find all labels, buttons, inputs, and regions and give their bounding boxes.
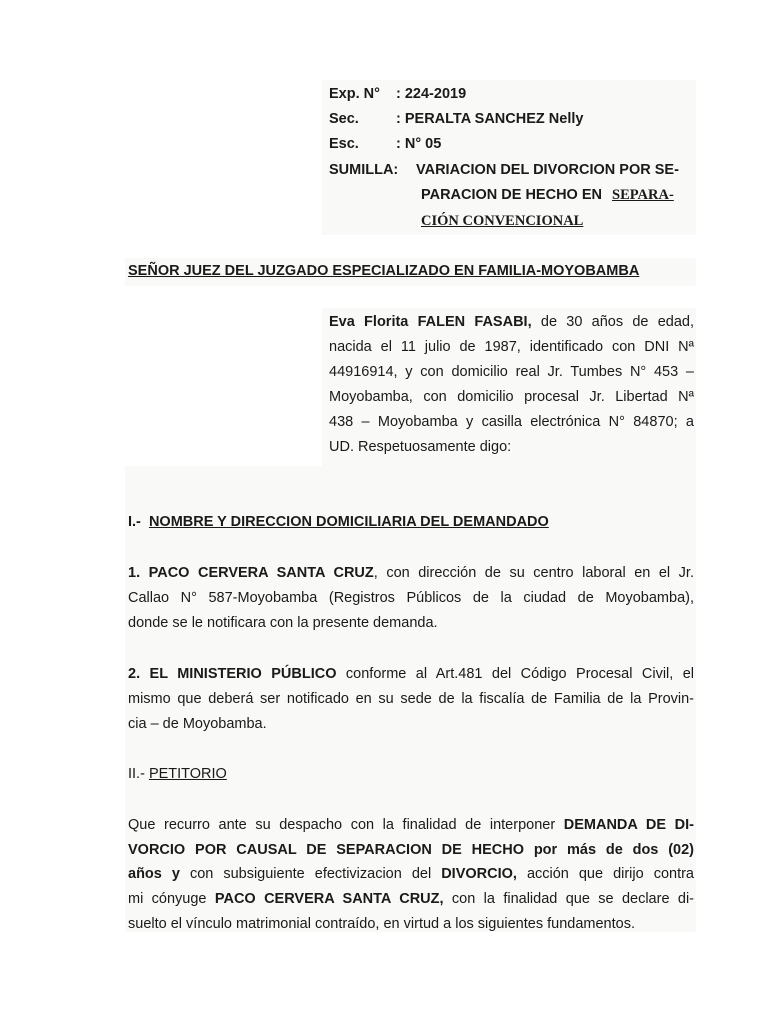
sumilla-row-2 xyxy=(421,185,674,205)
intro-line-4: Moyobamba, con domicilio procesal Jr. Libertad Nª xyxy=(329,389,694,405)
petition-line-1b: DEMANDA DE DI- xyxy=(563,817,694,833)
addressee-heading: SEÑOR JUEZ DEL JUZGADO ESPECIALIZADO EN FAMILIA-MOYOBAMBA xyxy=(128,263,640,279)
defendant-1-line-1 xyxy=(128,563,694,583)
defendant-2-name: 2. EL MINISTERIO PÚBLICO xyxy=(128,666,337,682)
petition-line-3c: DIVORCIO, xyxy=(441,866,517,882)
intro-line-1-rest: de 30 años de edad, xyxy=(540,314,695,330)
sec-row xyxy=(329,109,583,129)
section-2-heading xyxy=(128,764,227,784)
sec-value: : PERALTA SANCHEZ Nelly xyxy=(396,111,584,127)
petition-line-4b: PACO CERVERA SANTA CRUZ, xyxy=(214,891,444,907)
sumilla-line-2b: SEPARA- xyxy=(612,187,674,203)
intro-line-5: 438 – Moyobamba y casilla electrónica N° 84870; a xyxy=(329,414,694,430)
intro-line-2: nacida el 11 julio de 1987, identificado con DNI Nª xyxy=(329,339,694,355)
section-1-heading xyxy=(128,512,549,532)
sumilla-row xyxy=(329,160,679,180)
petition-line-1a: Que recurro ante su despacho con la finalidad de interponer xyxy=(128,817,556,833)
section-1-number: I.- xyxy=(128,514,141,530)
sec-label: Sec. xyxy=(329,111,359,127)
exp-row xyxy=(329,84,466,104)
exp-value: : 224-2019 xyxy=(396,86,467,102)
esc-row xyxy=(329,134,441,154)
petition-line-2: VORCIO POR CAUSAL DE SEPARACION DE HECHO por más de dos (02) xyxy=(128,842,694,858)
section-1-title: NOMBRE Y DIRECCION DOMICILIARIA DEL DEMANDADO xyxy=(148,514,549,530)
defendant-2-line-1 xyxy=(128,664,694,684)
defendant-2-line-3: cia – de Moyobamba. xyxy=(128,716,267,732)
plaintiff-name: Eva Florita FALEN FASABI, xyxy=(329,314,532,330)
petition-line-3 xyxy=(128,864,694,884)
intro-line-3: 44916914, y con domicilio real Jr. Tumbes N° 453 – xyxy=(329,364,694,380)
sumilla-label: SUMILLA: xyxy=(329,162,399,178)
petition-line-4a: mi cónyuge xyxy=(128,891,207,907)
defendant-1-line-1-rest: , con dirección de su centro laboral en el Jr. xyxy=(373,565,694,581)
petition-line-5: suelto el vínculo matrimonial contraído, en virtud a los siguientes fundamentos. xyxy=(128,916,635,932)
defendant-2-line-2: mismo que deberá ser notificado en su sede de la fiscalía de Familia de la Provin- xyxy=(128,691,694,707)
defendant-2-line-1-rest: conforme al Art.481 del Código Procesal Civil, el xyxy=(345,666,695,682)
intro-line-1 xyxy=(329,312,694,332)
sumilla-line-3: CIÓN CONVENCIONAL xyxy=(421,213,584,229)
esc-label: Esc. xyxy=(329,136,359,152)
esc-value: : N° 05 xyxy=(396,136,442,152)
petition-line-3b: con subsiguiente efectivizacion del xyxy=(189,866,432,882)
exp-label: Exp. N° xyxy=(329,86,380,102)
sumilla-line-2a: PARACION DE HECHO EN xyxy=(421,187,602,203)
petition-line-3d: acción que dirijo contra xyxy=(526,866,694,882)
petition-line-4c: con la finalidad que se declare di- xyxy=(451,891,695,907)
intro-line-6: UD. Respetuosamente digo: xyxy=(329,439,512,455)
defendant-1-line-2: Callao N° 587-Moyobamba (Registros Públicos de la ciudad de Moyobamba), xyxy=(128,590,694,606)
sumilla-line-1: VARIACION DEL DIVORCION POR SE- xyxy=(416,162,679,178)
defendant-1-line-3: donde se le notificara con la presente demanda. xyxy=(128,615,438,631)
defendant-1-name: 1. PACO CERVERA SANTA CRUZ xyxy=(128,565,374,581)
petition-line-1 xyxy=(128,815,694,835)
section-2-title: PETITORIO xyxy=(148,766,227,782)
section-2-number: II.- xyxy=(128,766,145,782)
petition-line-4 xyxy=(128,889,694,909)
petition-line-3a: años y xyxy=(128,866,180,882)
